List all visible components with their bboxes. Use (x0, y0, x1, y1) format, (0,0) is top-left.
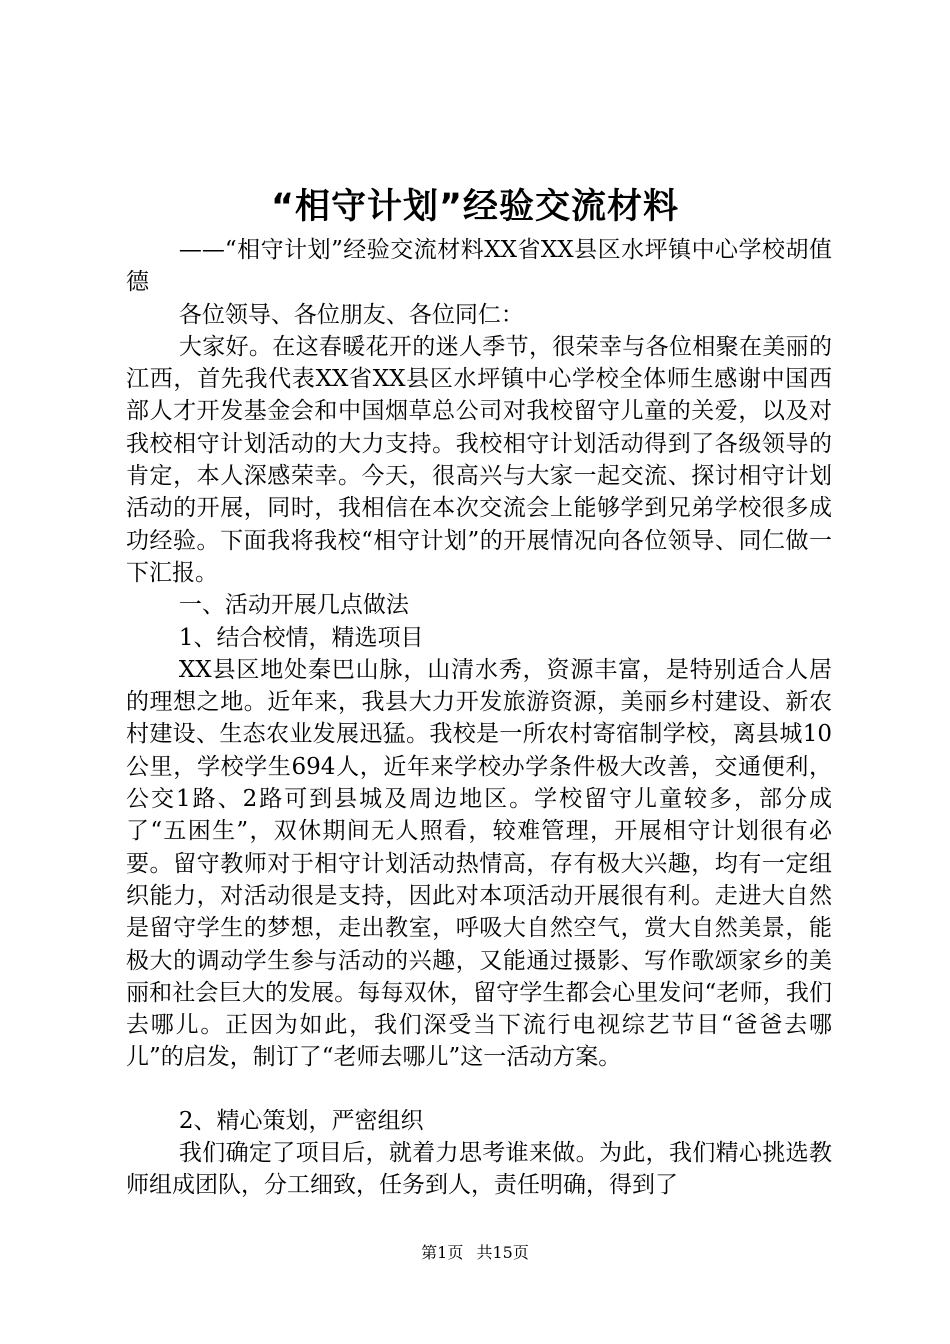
document-title: “相守计划”经验交流材料 (270, 187, 679, 227)
subtitle-paragraph: ——“相守计划”经验交流材料XX省XX县区水坪镇中心学校胡值德 (126, 237, 832, 296)
document-body (126, 234, 832, 1202)
subsection-heading: 1、结合校情，精选项目 (178, 624, 424, 651)
subsection-heading: 2、精心策划，严密组织 (178, 1107, 424, 1134)
page-total: 共15页 (476, 1243, 529, 1262)
page-footer (0, 1243, 950, 1263)
section-heading: 一、活动开展几点做法 (178, 592, 409, 619)
body-paragraph: XX县区地处秦巴山脉，山清水秀，资源丰富，是特别适合人居的理想之地。近年来，我县大力开发旅游资源，美丽乡村建设、新农村建设、生态农业发展迅猛。我校是一所农村寄宿制学校，离县城10公里，学校学生694人，近年来学校办学条件极大改善，交通便利，公交1路、2路可到县城及周边地区。学校留守儿童较多，部分成了“五困生”，双休期间无人照看，较难管理，开展相守计划很有必要。留守教师对于相守计划活动热情高，存有极大兴趣，均有一定组织能力，对活动很是支持，因此对本项活动开展很有利。走进大自然是留守学生的梦想，走出教室，呼吸大自然空气，赏大自然美景，能极大的调动学生参与活动的兴趣，又能通过摄影、写作歌颂家乡的美丽和社会巨大的发展。每每双休，留守学生都会心里发问“老师，我们去哪儿。正因为如此，我们深受当下流行电视综艺节目“爸爸去哪儿”的启发，制订了“老师去哪儿”这一活动方案。 (126, 656, 832, 1071)
body-paragraph: 我们确定了项目后，就着力思考谁来做。为此，我们精心挑选教师组成团队，分工细致，任务到人，责任明确，得到了 (126, 1140, 832, 1199)
salutation-paragraph: 各位领导、各位朋友、各位同仁： (178, 301, 524, 328)
page-number: 第1页 (421, 1243, 464, 1262)
intro-paragraph: 大家好。在这春暖花开的迷人季节，很荣幸与各位相聚在美丽的江西，首先我代表XX省XX县区水坪镇中心学校全体师生感谢中国西部人才开发基金会和中国烟草总公司对我校留守儿童的关爱，以及对我校相守计划活动的大力支持。我校相守计划活动得到了各级领导的肯定，本人深感荣幸。今天，很高兴与大家一起交流、探讨相守计划活动的开展，同时，我相信在本次交流会上能够学到兄弟学校很多成功经验。下面我将我校“相守计划”的开展情况向各位领导、同仁做一下汇报。 (126, 333, 832, 586)
